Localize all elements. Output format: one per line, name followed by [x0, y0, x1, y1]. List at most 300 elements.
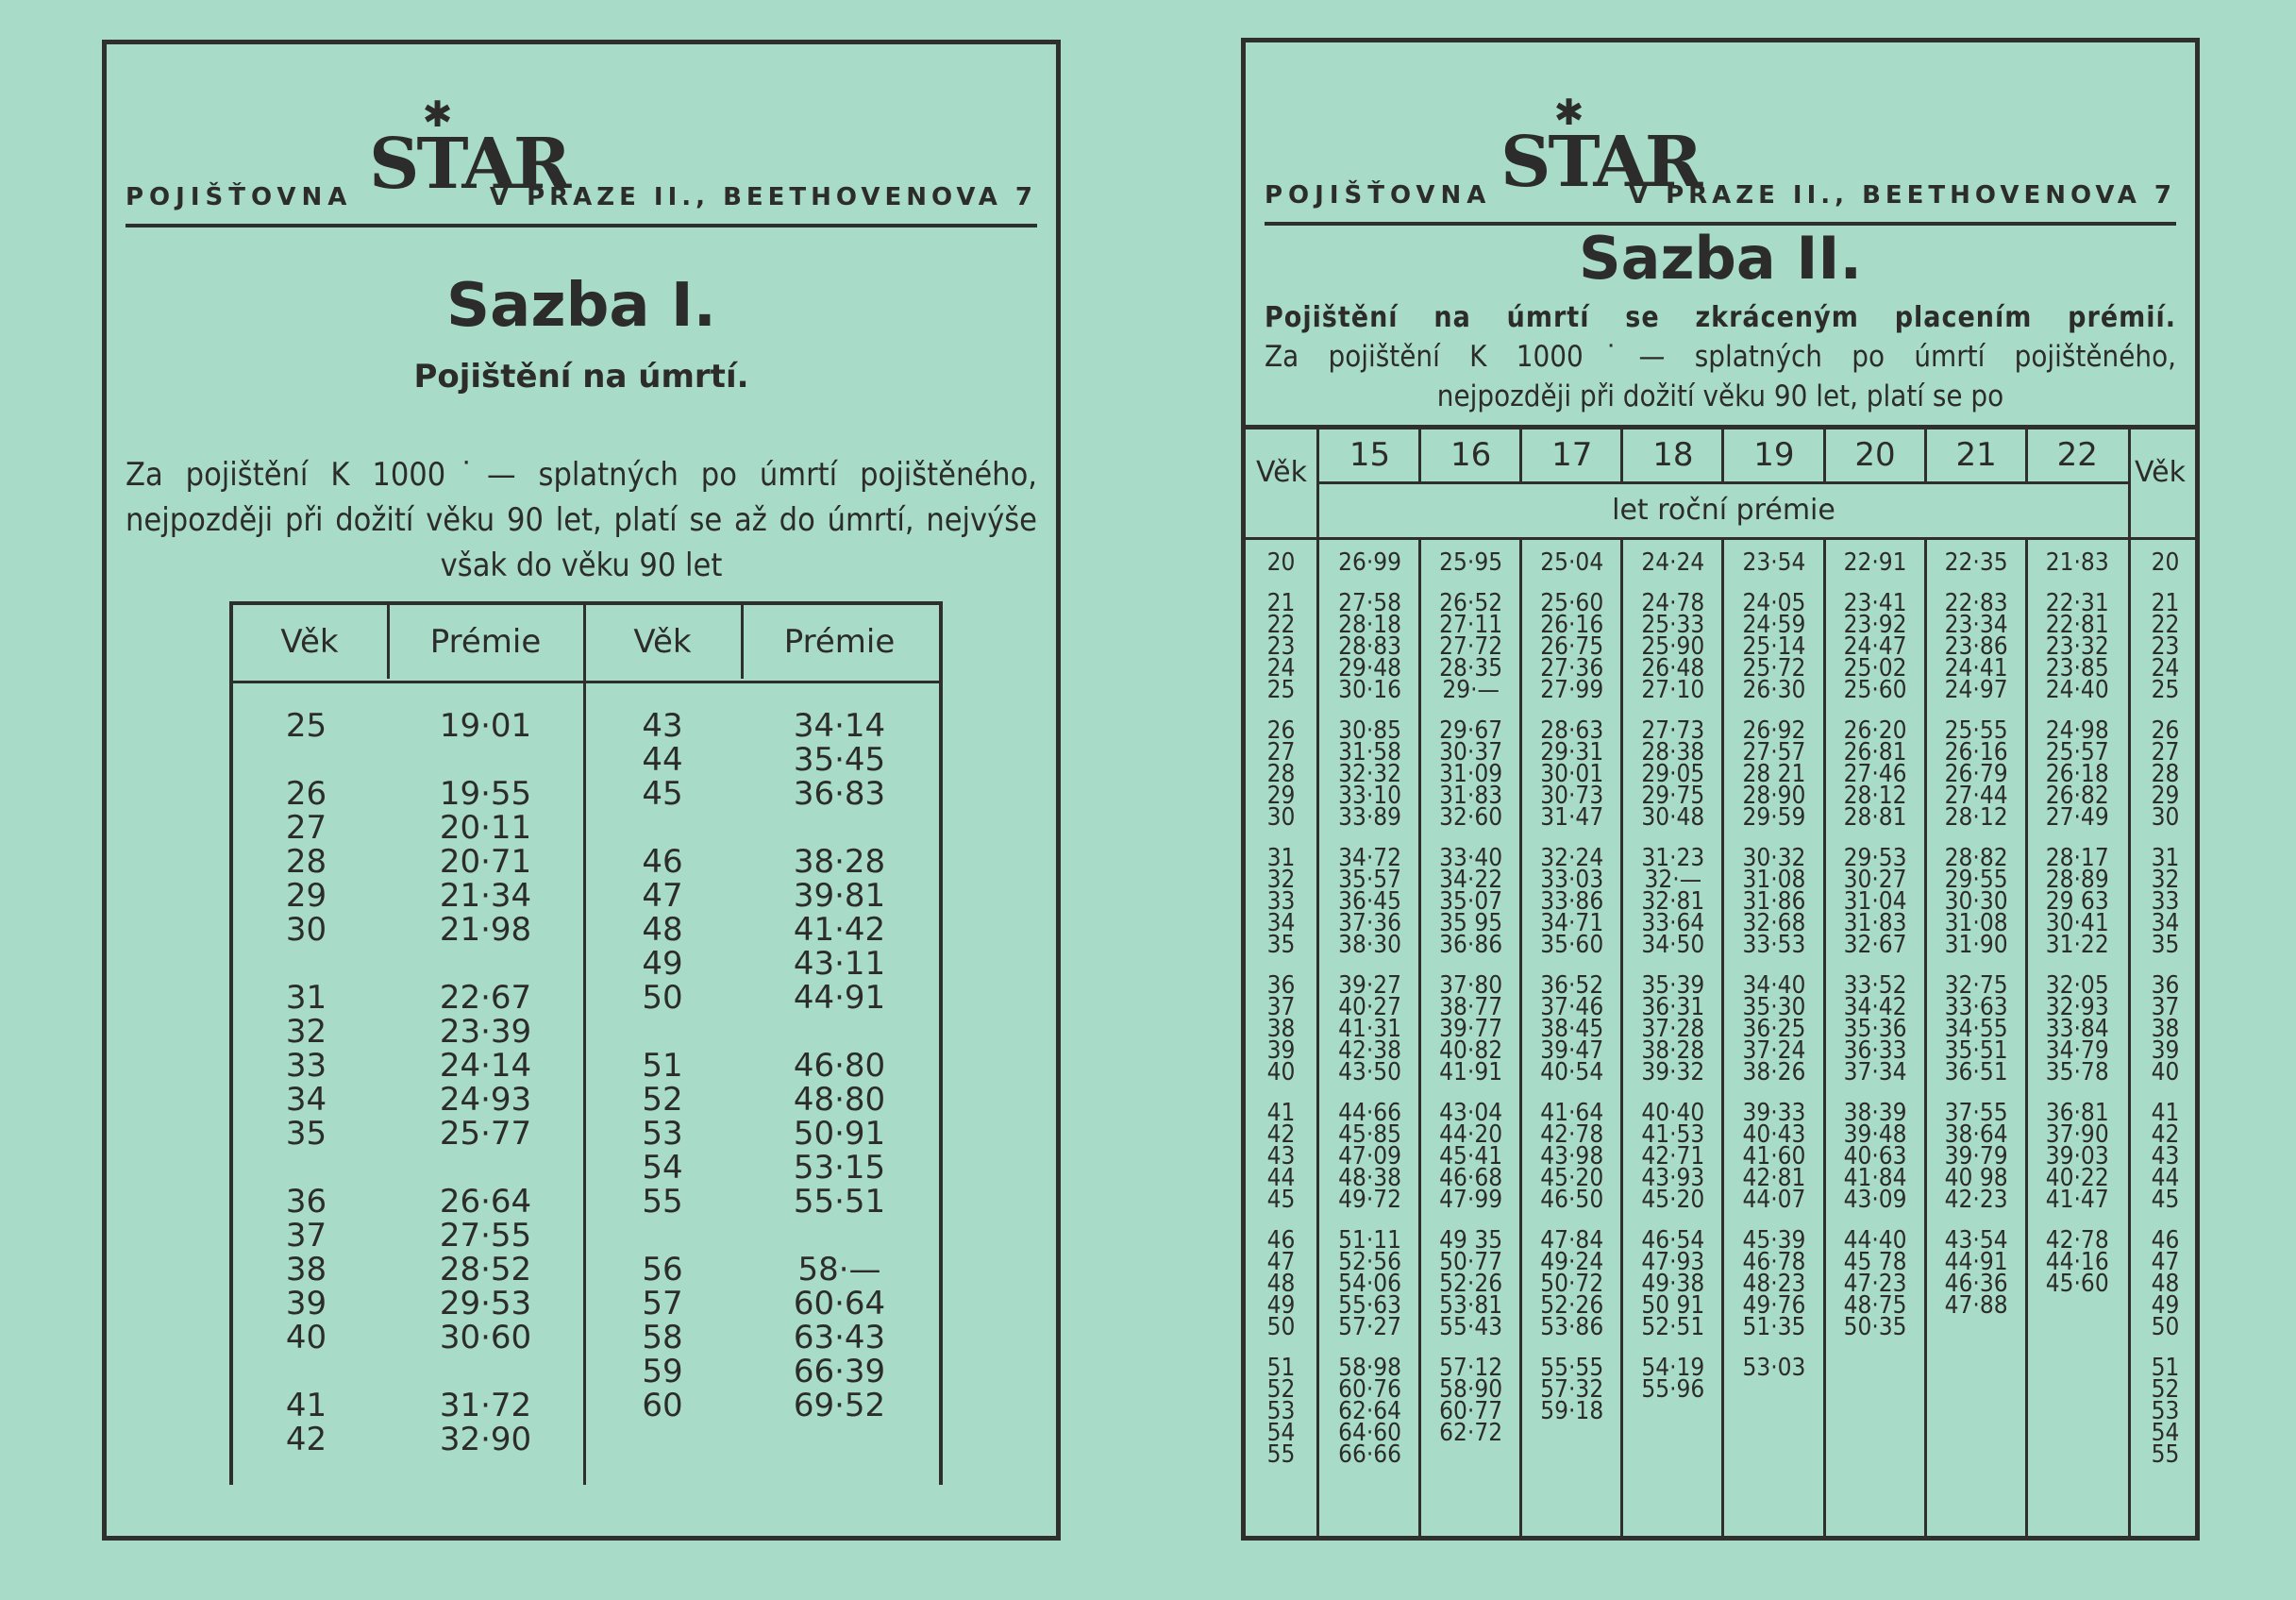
age-cell: 49 [1266, 1291, 1296, 1320]
premium-cell: 22·83 [1944, 589, 2008, 617]
premium-cell: 23·39 [439, 1013, 532, 1051]
premium-cell: 37·28 [1641, 1015, 1705, 1043]
intro-paragraph [1265, 337, 2176, 416]
year-header: 17 [1551, 436, 1593, 474]
age-cell [586, 1219, 739, 1253]
premium-cell: 33·52 [1843, 971, 1907, 1000]
premium-cell: 24·40 [2045, 676, 2109, 704]
premium-cell: 33·40 [1439, 844, 1503, 872]
age-cell: 42 [1266, 1120, 1296, 1149]
age-cell: 50 [642, 979, 683, 1017]
age-cell: 41 [2151, 1099, 2180, 1127]
age-cell: 40 [285, 1319, 327, 1356]
age-cell: 32 [285, 1013, 327, 1051]
column-divider [1620, 540, 1623, 1536]
premium-cell: 26·92 [1742, 716, 1806, 745]
premium-cell: 22·31 [2045, 589, 2109, 617]
age-cell: 34 [285, 1081, 327, 1119]
premium-cell: 34·55 [1944, 1015, 2008, 1043]
age-cell: 55 [642, 1183, 683, 1221]
age-cell: 20 [2151, 548, 2180, 577]
age-column [233, 709, 379, 1457]
page-subtitle: Pojištění na úmrtí se zkráceným placením prémií. [1265, 301, 2176, 334]
premium-column [2027, 548, 2128, 1466]
premium-cell: 47·09 [1338, 1142, 1402, 1171]
age-column [586, 709, 739, 1423]
premium-cell: 45·41 [1439, 1142, 1503, 1171]
premium-cell: 28·12 [1944, 803, 2008, 832]
premium-cell [2027, 1444, 2128, 1466]
premium-cell: 27·55 [439, 1217, 532, 1255]
age-cell: 43 [642, 707, 683, 745]
age-cell [233, 1355, 379, 1389]
sazba-2-page [1241, 38, 2200, 1541]
premium-cell: 52·26 [1439, 1270, 1503, 1298]
premium-cell [1622, 1423, 1723, 1444]
premium-cell: 29·59 [1742, 803, 1806, 832]
premium-cell: 44·40 [1843, 1226, 1907, 1255]
premium-cell: 33·89 [1338, 803, 1402, 832]
premium-cell: 30·60 [439, 1319, 532, 1356]
premium-cell: 48·80 [793, 1081, 886, 1119]
column-divider [1721, 540, 1724, 1536]
column-header: Prémie [429, 623, 542, 661]
premium-cell: 52·56 [1338, 1248, 1402, 1276]
age-cell: 37 [2151, 993, 2180, 1021]
premium-cell: 36·33 [1843, 1036, 1907, 1065]
premium-cell: 29·75 [1641, 782, 1705, 810]
premium-cell: 26·99 [1338, 548, 1402, 577]
premium-cell [1825, 1379, 1926, 1401]
premium-cell: 40 98 [1944, 1164, 2008, 1192]
premium-cell: 43·50 [1338, 1058, 1402, 1086]
premium-cell: 37·34 [1843, 1058, 1907, 1086]
premium-cell: 57·12 [1439, 1354, 1503, 1382]
age-cell: 34 [1266, 909, 1296, 937]
premium-cell: 26·82 [2045, 782, 2109, 810]
premium-cell: 31·72 [439, 1387, 532, 1424]
premium-cell: 50·91 [793, 1115, 886, 1153]
age-cell: 29 [2151, 782, 2180, 810]
premium-cell: 43·09 [1843, 1186, 1907, 1214]
premium-cell: 27·99 [1540, 676, 1604, 704]
age-cell: 51 [642, 1047, 683, 1085]
age-cell: 39 [285, 1285, 327, 1322]
premium-cell: 41·47 [2045, 1186, 2109, 1214]
premium-cell: 32·05 [2045, 971, 2109, 1000]
premium-cell: 32·32 [1338, 760, 1402, 788]
age-cell: 40 [1266, 1058, 1296, 1086]
age-cell: 35 [2151, 931, 2180, 959]
premium-cell: 25·95 [1439, 548, 1503, 577]
age-cell: 24 [2151, 654, 2180, 682]
premium-cell: 49·76 [1742, 1291, 1806, 1320]
premium-cell: 19·01 [439, 707, 532, 745]
premium-cell: 41·42 [793, 911, 886, 949]
age-cell [586, 1015, 739, 1049]
age-cell: 44 [642, 741, 683, 779]
premium-cell: 44·91 [1944, 1248, 2008, 1276]
premium-cell [1926, 1401, 2027, 1423]
premium-cell: 32·93 [2045, 993, 2109, 1021]
premium-cell: 69·52 [793, 1387, 886, 1424]
premium-cell: 30·85 [1338, 716, 1402, 745]
premium-cell: 29·55 [1944, 866, 2008, 894]
premium-cell: 40·43 [1742, 1120, 1806, 1149]
age-cell: 20 [1266, 548, 1296, 577]
premium-cell: 26·18 [2045, 760, 2109, 788]
column-divider [387, 605, 390, 679]
premium-cell: 38·28 [1641, 1036, 1705, 1065]
age-cell: 58 [642, 1319, 683, 1356]
age-cell: 41 [1266, 1099, 1296, 1127]
age-cell: 52 [642, 1081, 683, 1119]
company-header [1265, 94, 2176, 226]
year-header: 15 [1349, 436, 1391, 474]
premium-cell: 43·04 [1439, 1099, 1503, 1127]
premium-cell: 30·30 [1944, 887, 2008, 916]
premium-cell: 25·02 [1843, 654, 1907, 682]
premium-cell: 27·44 [1944, 782, 2008, 810]
premium-cell: 37·55 [1944, 1099, 2008, 1127]
premium-cell: 46·50 [1540, 1186, 1604, 1214]
premium-cell: 55·43 [1439, 1313, 1503, 1341]
age-cell: 47 [2151, 1248, 2180, 1276]
age-cell: 41 [285, 1387, 327, 1424]
premium-cell: 26·16 [1540, 611, 1604, 639]
premium-cell: 31·58 [1338, 738, 1402, 766]
premium-cell: 27·73 [1641, 716, 1705, 745]
premium-cell: 60·77 [1439, 1397, 1503, 1425]
premium-cell: 26·52 [1439, 589, 1503, 617]
premium-cell: 44·91 [793, 979, 886, 1017]
premium-cell: 39·33 [1742, 1099, 1806, 1127]
age-cell: 36 [285, 1183, 327, 1221]
age-cell: 31 [2151, 844, 2180, 872]
premium-cell [389, 1355, 582, 1389]
premium-cell: 32·60 [1439, 803, 1503, 832]
age-cell: 26 [2151, 716, 2180, 745]
premium-cell: 25·55 [1944, 716, 2008, 745]
premium-cell: 33·53 [1742, 931, 1806, 959]
premium-cell: 28·17 [2045, 844, 2109, 872]
premium-cell: 62·64 [1338, 1397, 1402, 1425]
premium-cell: 28·35 [1439, 654, 1503, 682]
premium-cell [1926, 1444, 2027, 1466]
age-cell: 29 [285, 877, 327, 915]
premium-cell [2027, 1295, 2128, 1317]
premium-cell [1825, 1423, 1926, 1444]
premium-cell: 35·36 [1843, 1015, 1907, 1043]
premium-cell: 50 91 [1641, 1291, 1705, 1320]
age-cell: 51 [1266, 1354, 1296, 1382]
premium-cell [2027, 1379, 2128, 1401]
age-cell [233, 1151, 379, 1185]
premium-cell: 30·48 [1641, 803, 1705, 832]
premium-cell: 45·39 [1742, 1226, 1806, 1255]
premium-cell: 34·71 [1540, 909, 1604, 937]
age-cell: 25 [2151, 676, 2180, 704]
age-cell: 50 [1266, 1313, 1296, 1341]
age-cell [233, 743, 379, 777]
year-header: 21 [1955, 436, 1997, 474]
premium-column [1420, 548, 1521, 1466]
premium-cell: 35·07 [1439, 887, 1503, 916]
premium-cell: 21·98 [439, 911, 532, 949]
premium-cell: 38·64 [1944, 1120, 2008, 1149]
premium-cell: 33·63 [1944, 993, 2008, 1021]
premium-cell: 24·78 [1641, 589, 1705, 617]
premium-cell: 31·22 [2045, 931, 2109, 959]
premium-cell [1926, 1357, 2027, 1379]
logo-text: STAR [1500, 122, 1701, 203]
age-cell: 56 [642, 1251, 683, 1288]
premium-cell: 32·90 [439, 1421, 532, 1458]
premium-cell [1825, 1444, 1926, 1466]
age-cell: 28 [1266, 760, 1296, 788]
age-cell: 46 [2151, 1226, 2180, 1255]
age-cell: 37 [1266, 993, 1296, 1021]
year-divider [1823, 429, 1826, 481]
age-cell: 22 [2151, 611, 2180, 639]
premium-cell: 48·38 [1338, 1164, 1402, 1192]
premium-cell: 49·72 [1338, 1186, 1402, 1214]
premium-cell: 53·86 [1540, 1313, 1604, 1341]
premium-cell [1723, 1444, 1824, 1466]
premium-cell: 37·46 [1540, 993, 1604, 1021]
premium-cell: 24·97 [1944, 676, 2008, 704]
age-cell: 45 [2151, 1186, 2180, 1214]
premium-cell: 29·53 [1843, 844, 1907, 872]
premium-cell: 47·93 [1641, 1248, 1705, 1276]
age-cell: 24 [1266, 654, 1296, 682]
age-cell: 42 [285, 1421, 327, 1458]
premium-cell: 42·71 [1641, 1142, 1705, 1171]
premium-cell: 49·24 [1540, 1248, 1604, 1276]
age-cell: 44 [2151, 1164, 2180, 1192]
premium-cell: 33·03 [1540, 866, 1604, 894]
premium-cell: 47·88 [1944, 1291, 2008, 1320]
premium-cell: 35 95 [1439, 909, 1503, 937]
premium-cell: 39·47 [1540, 1036, 1604, 1065]
year-divider [1721, 429, 1724, 481]
age-cell [233, 947, 379, 981]
premium-cell: 28·18 [1338, 611, 1402, 639]
premium-cell: 31·04 [1843, 887, 1907, 916]
premium-cell: 21·34 [439, 877, 532, 915]
premium-cell [1926, 1423, 2027, 1444]
premium-cell: 62·72 [1439, 1419, 1503, 1447]
age-cell: 27 [1266, 738, 1296, 766]
premium-cell: 22·35 [1944, 548, 2008, 577]
column-header: Věk [280, 623, 339, 661]
premium-cell: 35·60 [1540, 931, 1604, 959]
premium-cell: 23·34 [1944, 611, 2008, 639]
header-address: V PRAZE II., BEETHOVENOVA 7 [1628, 181, 2176, 210]
premium-cell: 46·78 [1742, 1248, 1806, 1276]
premium-cell: 41·53 [1641, 1120, 1705, 1149]
premium-cell: 40·27 [1338, 993, 1402, 1021]
premium-cell: 25·14 [1742, 632, 1806, 661]
premium-cell [743, 1219, 936, 1253]
premium-cell: 50·77 [1439, 1248, 1503, 1276]
age-cell: 35 [1266, 931, 1296, 959]
intro-line: však do věku 90 let [440, 547, 723, 584]
premium-cell: 31·90 [1944, 931, 2008, 959]
premium-cell [2027, 1423, 2128, 1444]
premium-cell: 25·04 [1540, 548, 1604, 577]
premium-cell: 20·71 [439, 843, 532, 881]
age-cell: 53 [2151, 1397, 2180, 1425]
age-cell: 48 [2151, 1270, 2180, 1298]
premium-cell: 58·— [797, 1251, 881, 1288]
premium-cell: 26·64 [439, 1183, 532, 1221]
premium-cell: 28·38 [1641, 738, 1705, 766]
premium-cell: 40·40 [1641, 1099, 1705, 1127]
premium-cell: 46·54 [1641, 1226, 1705, 1255]
premium-column [1825, 548, 1926, 1466]
premium-cell: 41·31 [1338, 1015, 1402, 1043]
premium-cell: 33·10 [1338, 782, 1402, 810]
premium-cell: 39·79 [1944, 1142, 2008, 1171]
age-cell: 60 [642, 1387, 683, 1424]
age-cell: 52 [1266, 1375, 1296, 1404]
age-cell: 26 [285, 775, 327, 813]
premium-cell: 59·18 [1540, 1397, 1604, 1425]
premium-cell [2027, 1357, 2128, 1379]
premium-cell: 24·47 [1843, 632, 1907, 661]
age-cell: 47 [1266, 1248, 1296, 1276]
premium-cell: 45·60 [2045, 1270, 2109, 1298]
premium-cell: 54·19 [1641, 1354, 1705, 1382]
premium-cell: 55·63 [1338, 1291, 1402, 1320]
premium-cell: 32·81 [1641, 887, 1705, 916]
premium-cell: 34·14 [793, 707, 886, 745]
intro-line: nejpozději při dožití věku 90 let, platí se až do úmrtí, nejvýše [126, 501, 1037, 539]
age-cell: 39 [1266, 1036, 1296, 1065]
age-cell: 34 [2151, 909, 2180, 937]
page-title: Sazba I. [446, 271, 716, 341]
premium-cell: 22·81 [2045, 611, 2109, 639]
premium-cell: 26·81 [1843, 738, 1907, 766]
premium-cell: 32·75 [1944, 971, 2008, 1000]
premium-cell: 37·24 [1742, 1036, 1806, 1065]
premium-cell: 46·80 [793, 1047, 886, 1085]
premium-cell: 29·48 [1338, 654, 1402, 682]
premium-cell: 39·03 [2045, 1142, 2109, 1171]
premium-cell: 23·41 [1843, 589, 1907, 617]
age-cell: 53 [642, 1115, 683, 1153]
age-column [1246, 548, 1316, 1469]
premium-cell: 66·39 [793, 1353, 886, 1390]
premium-cell: 29·53 [439, 1285, 532, 1322]
premium-cell: 57·32 [1540, 1375, 1604, 1404]
premium-cell: 38·39 [1843, 1099, 1907, 1127]
header-company-prefix: POJIŠŤOVNA [1265, 181, 1492, 210]
column-header: Věk [633, 623, 692, 661]
premium-cell: 42·38 [1338, 1036, 1402, 1065]
premium-cell: 22·67 [439, 979, 532, 1017]
premium-cell: 26·16 [1944, 738, 2008, 766]
premium-cell: 22·91 [1843, 548, 1907, 577]
premium-cell: 55·96 [1641, 1375, 1705, 1404]
premium-cell: 39·32 [1641, 1058, 1705, 1086]
column-divider [1418, 540, 1421, 1536]
age-cell: 54 [1266, 1419, 1296, 1447]
age-cell: 50 [2151, 1313, 2180, 1341]
age-cell: 36 [1266, 971, 1296, 1000]
premium-cell: 54·06 [1338, 1270, 1402, 1298]
column-divider [741, 605, 744, 679]
premium-cell: 60·76 [1338, 1375, 1402, 1404]
premium-cell: 44·07 [1742, 1186, 1806, 1214]
premium-cell: 21·83 [2045, 548, 2109, 577]
premium-cell: 32·67 [1843, 931, 1907, 959]
premium-cell: 28·82 [1944, 844, 2008, 872]
premium-cell: 58·98 [1338, 1354, 1402, 1382]
premium-cell: 38·77 [1439, 993, 1503, 1021]
premium-cell: 29·31 [1540, 738, 1604, 766]
age-cell: 54 [2151, 1419, 2180, 1447]
age-cell: 52 [2151, 1375, 2180, 1404]
premium-cell: 24·93 [439, 1081, 532, 1119]
premium-cell: 20·11 [439, 809, 532, 847]
premium-cell: 31·47 [1540, 803, 1604, 832]
premium-cell: 27·49 [2045, 803, 2109, 832]
premium-cell: 31·23 [1641, 844, 1705, 872]
age-cell: 46 [1266, 1226, 1296, 1255]
premium-cell: 36·81 [2045, 1099, 2109, 1127]
page-subtitle: Pojištění na úmrtí. [413, 358, 749, 396]
premium-cell: 38·30 [1338, 931, 1402, 959]
premium-cell: 27·36 [1540, 654, 1604, 682]
premium-cell [1723, 1379, 1824, 1401]
premium-table [229, 601, 943, 1485]
age-cell: 28 [285, 843, 327, 881]
row-header-age: Věk [2134, 456, 2187, 489]
column-divider [1519, 540, 1522, 1536]
premium-cell [389, 947, 582, 981]
logo-text: STAR [369, 124, 569, 205]
premium-cell: 27·46 [1843, 760, 1907, 788]
premium-cell: 33·86 [1540, 887, 1604, 916]
age-cell: 28 [2151, 760, 2180, 788]
premium-cell: 25·72 [1742, 654, 1806, 682]
premium-cell: 31·86 [1742, 887, 1806, 916]
star-icon: ✱ [1553, 92, 1584, 133]
premium-cell: 38·45 [1540, 1015, 1604, 1043]
premium-cell: 35·78 [2045, 1058, 2109, 1086]
premium-cell: 47·84 [1540, 1226, 1604, 1255]
premium-cell: 64·60 [1338, 1419, 1402, 1447]
premium-cell: 43·11 [793, 945, 886, 983]
premium-cell: 30·73 [1540, 782, 1604, 810]
header-rule [233, 681, 939, 683]
age-cell: 38 [1266, 1015, 1296, 1043]
year-header: 20 [1854, 436, 1896, 474]
premium-cell: 48·23 [1742, 1270, 1806, 1298]
age-cell: 31 [1266, 844, 1296, 872]
premium-cell: 44·16 [2045, 1248, 2109, 1276]
year-header: 16 [1450, 436, 1492, 474]
age-cell: 43 [2151, 1142, 2180, 1171]
premium-cell: 31·08 [1944, 909, 2008, 937]
premium-cell: 52·26 [1540, 1291, 1604, 1320]
premium-cell: 41·84 [1843, 1164, 1907, 1192]
premium-cell [2027, 1401, 2128, 1423]
year-divider [1418, 429, 1421, 481]
intro-line: nejpozději při dožití věku 90 let, platí se po [1436, 379, 2004, 413]
